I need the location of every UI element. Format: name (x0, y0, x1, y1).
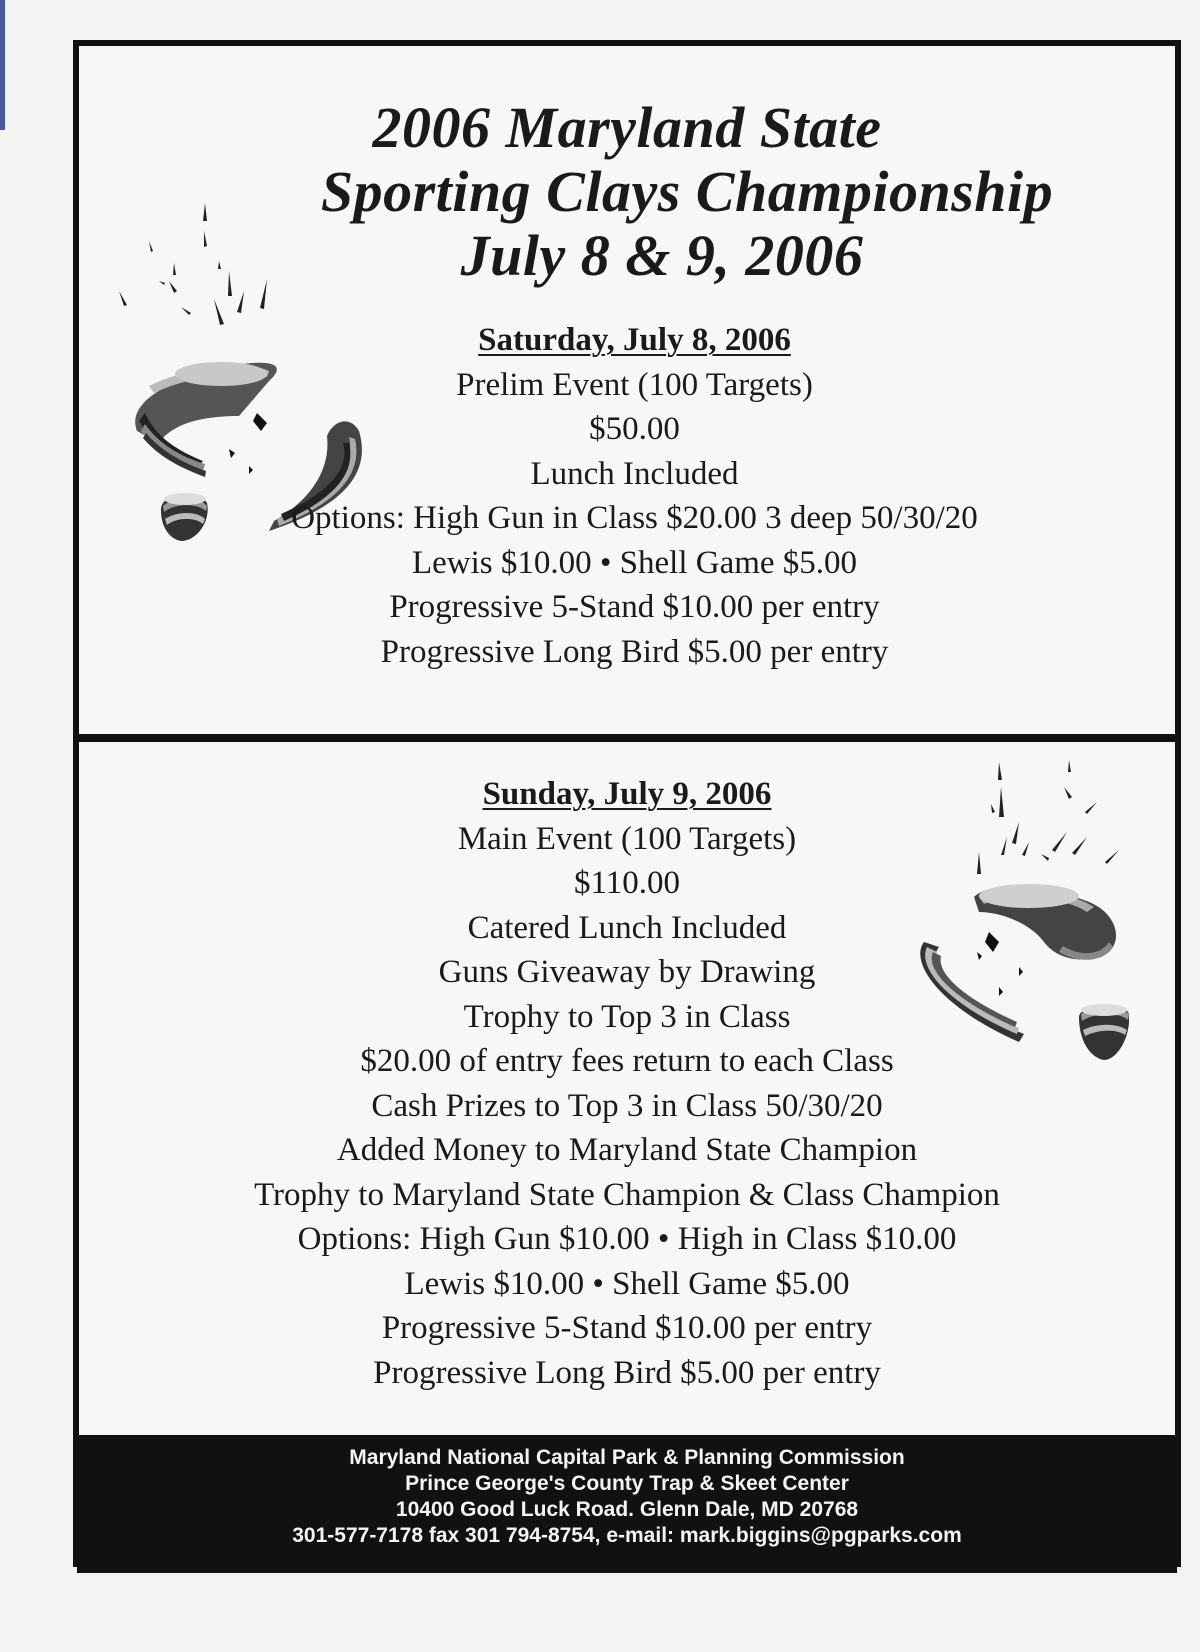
sunday-heading: Sunday, July 9, 2006 (482, 776, 772, 812)
title-line-3: July 8 & 9, 2006 (460, 223, 864, 288)
sunday-line: Main Event (100 Targets) (457, 820, 797, 857)
sunday-line: Progressive 5-Stand $10.00 per entry (381, 1310, 873, 1346)
venue-address: 10400 Good Luck Road. Glenn Dale, MD 20768 (395, 1498, 859, 1521)
sunday-panel (79, 742, 1175, 1435)
saturday-line: Prelim Event (100 Targets) (456, 366, 813, 403)
sunday-line: Added Money to Maryland State Champion (336, 1132, 918, 1168)
sunday-line: Catered Lunch Included (467, 909, 787, 946)
sunday-line: Lewis $10.00 • Shell Game $5.00 (404, 1265, 850, 1302)
saturday-details (79, 318, 1175, 674)
contact-info: 301-577-7178 fax 301 794-8754, e-mail: mark.biggins@pgparks.com (292, 1524, 962, 1547)
saturday-line: Progressive Long Bird $5.00 per entry (380, 633, 889, 670)
sunday-line: Trophy to Maryland State Champion & Class Champion (254, 1176, 1000, 1213)
sunday-line: Cash Prizes to Top 3 in Class 50/30/20 (371, 1087, 883, 1124)
sunday-details (79, 772, 1175, 1395)
title-line-2: Sporting Clays Championship (320, 159, 1054, 224)
contact-footer (77, 1435, 1177, 1573)
saturday-panel (79, 46, 1175, 734)
sunday-line: Guns Giveaway by Drawing (438, 954, 816, 990)
section-divider (79, 734, 1175, 742)
page-edge-strip (0, 0, 5, 130)
title-line-1: 2006 Maryland State (372, 95, 882, 160)
organization-name: Maryland National Capital Park & Planning Commission (349, 1446, 905, 1469)
flyer (73, 40, 1181, 1567)
venue-name: Prince George's County Trap & Skeet Center (405, 1472, 849, 1495)
saturday-line: Lewis $10.00 • Shell Game $5.00 (411, 544, 858, 581)
saturday-line: Lunch Included (530, 455, 739, 492)
sunday-line: Options: High Gun $10.00 • High in Class $10.00 (297, 1221, 957, 1257)
sunday-line: $20.00 of entry fees return to each Class (360, 1043, 894, 1079)
saturday-line: Options: High Gun in Class $20.00 3 deep 50/30/20 (291, 500, 978, 536)
saturday-line: Progressive 5-Stand $10.00 per entry (389, 589, 880, 625)
saturday-heading: Saturday, July 8, 2006 (478, 322, 791, 358)
sunday-line: $110.00 (573, 865, 681, 901)
saturday-line: $50.00 (589, 411, 680, 447)
sunday-line: Trophy to Top 3 in Class (463, 998, 791, 1035)
event-title (79, 96, 1175, 288)
sunday-line: Progressive Long Bird $5.00 per entry (373, 1354, 881, 1391)
